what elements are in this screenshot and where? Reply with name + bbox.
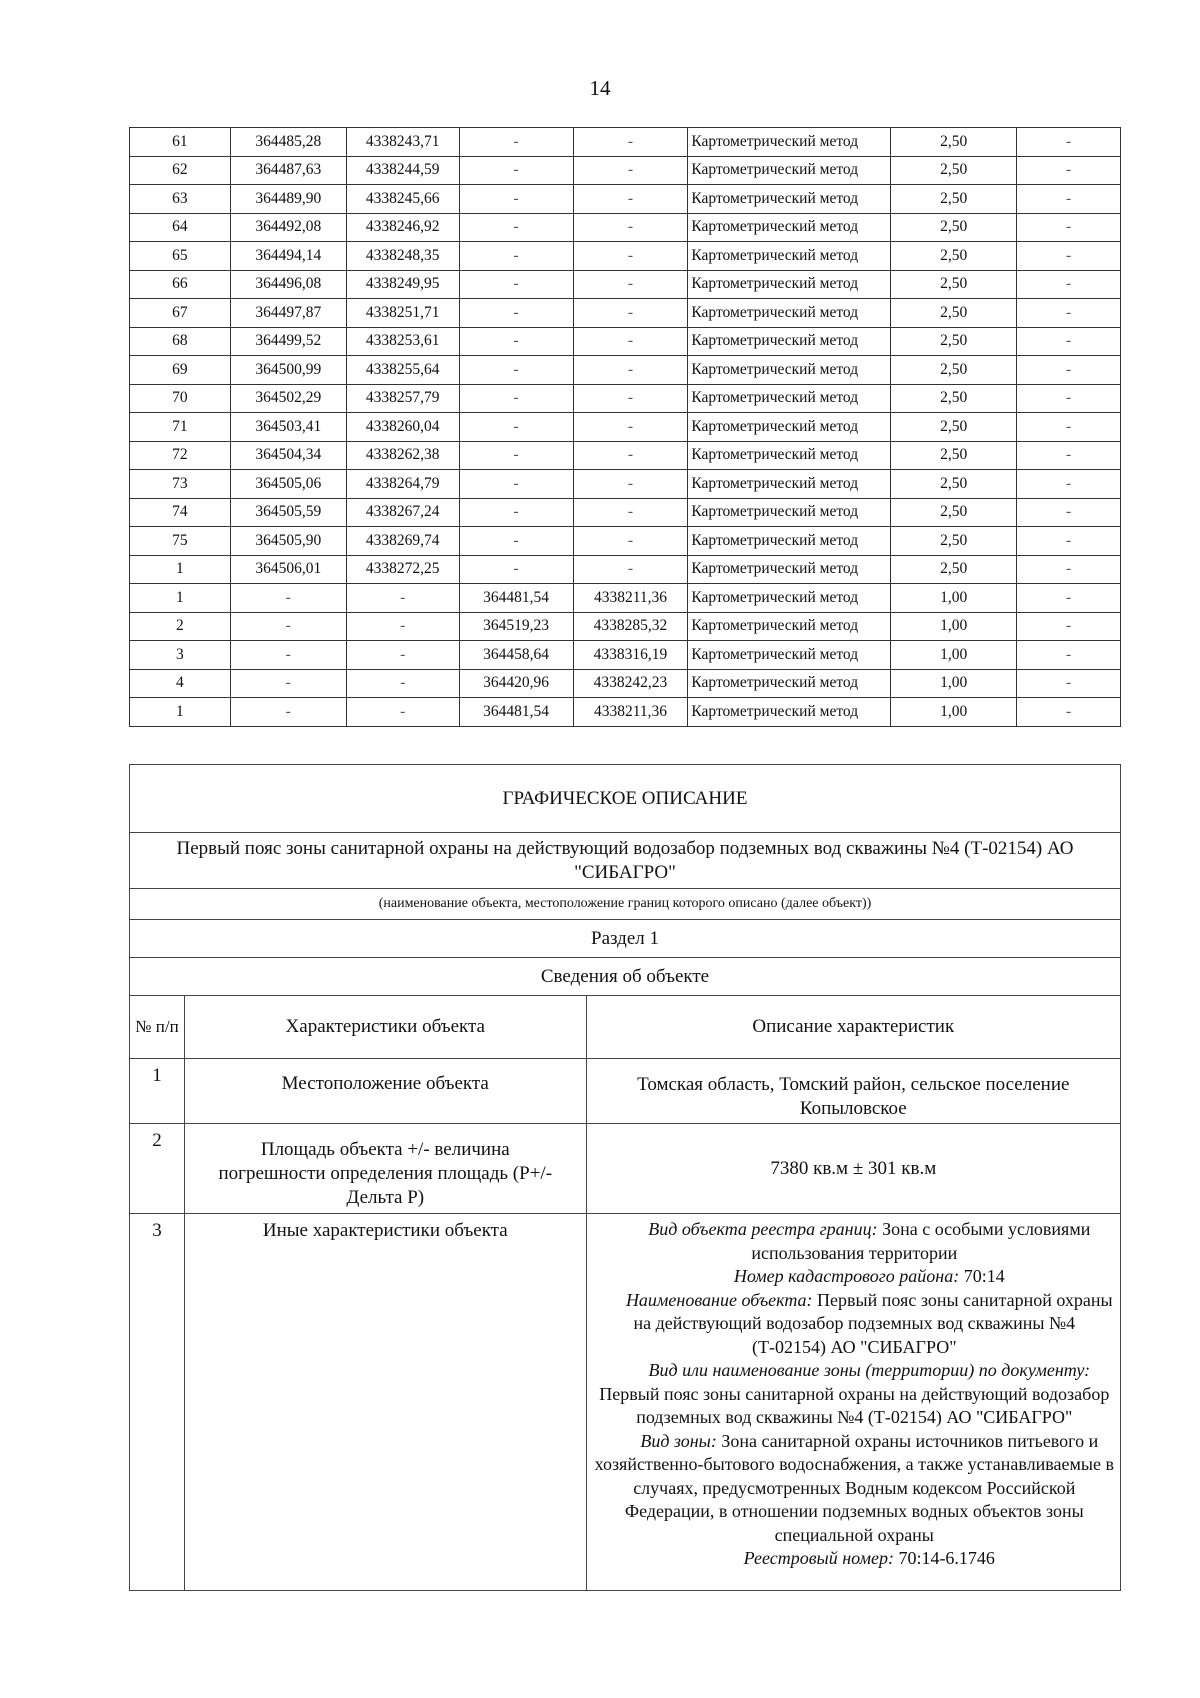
page-number: 14 bbox=[589, 76, 611, 100]
cell-accuracy: 2,50 bbox=[891, 555, 1017, 584]
cell-y-new: - bbox=[573, 128, 688, 157]
doc-title: ГРАФИЧЕСКОЕ ОПИСАНИЕ bbox=[130, 765, 1121, 833]
cell-point-number: 1 bbox=[130, 584, 231, 613]
table-row bbox=[130, 356, 1121, 385]
cell-y-new: 4338285,32 bbox=[573, 612, 688, 641]
cell-description: - bbox=[1017, 128, 1121, 157]
table-row bbox=[130, 413, 1121, 442]
object-name: Первый пояс зоны санитарной охраны на действующий водозабор подземных вод скважины №4 (Т-02154) АО "СИБАГРО" bbox=[130, 833, 1121, 889]
cell-y-new: - bbox=[573, 270, 688, 299]
cell-point-number: 71 bbox=[130, 413, 231, 442]
cell-point-number: 66 bbox=[130, 270, 231, 299]
table-row bbox=[130, 470, 1121, 499]
row-value: 7380 кв.м ± 301 кв.м bbox=[586, 1124, 1120, 1214]
characteristic-item bbox=[595, 1359, 1114, 1430]
characteristic-text: Первый пояс зоны санитарной охраны на действующий водозабор подземных вод скважины №4 (Т-02154) АО "СИБАГРО" bbox=[633, 1289, 1113, 1357]
cell-method: Картометрический метод bbox=[688, 327, 891, 356]
cell-point-number: 75 bbox=[130, 527, 231, 556]
cell-y-old: 4338255,64 bbox=[346, 356, 459, 385]
cell-y-old: 4338246,92 bbox=[346, 213, 459, 242]
cell-accuracy: 2,50 bbox=[891, 527, 1017, 556]
cell-method: Картометрический метод bbox=[688, 299, 891, 328]
table-row bbox=[130, 185, 1121, 214]
cell-x-new: - bbox=[459, 555, 573, 584]
cell-description: - bbox=[1017, 299, 1121, 328]
cell-x-old: 364485,28 bbox=[230, 128, 346, 157]
cell-description: - bbox=[1017, 698, 1121, 727]
cell-method: Картометрический метод bbox=[688, 185, 891, 214]
cell-point-number: 68 bbox=[130, 327, 231, 356]
cell-y-new: - bbox=[573, 413, 688, 442]
cell-y-old: - bbox=[346, 698, 459, 727]
cell-y-new: 4338211,36 bbox=[573, 584, 688, 613]
cell-method: Картометрический метод bbox=[688, 128, 891, 157]
header-characteristic: Характеристики объекта bbox=[184, 996, 586, 1059]
cell-accuracy: 2,50 bbox=[891, 356, 1017, 385]
table-row bbox=[130, 612, 1121, 641]
table-row bbox=[130, 213, 1121, 242]
cell-description: - bbox=[1017, 641, 1121, 670]
cell-point-number: 62 bbox=[130, 156, 231, 185]
object-caption: (наименование объекта, местоположение границ которого описано (далее объект)) bbox=[130, 889, 1121, 920]
coordinates-table bbox=[129, 127, 1121, 727]
cell-y-old: 4338249,95 bbox=[346, 270, 459, 299]
cell-accuracy: 2,50 bbox=[891, 242, 1017, 271]
cell-accuracy: 1,00 bbox=[891, 612, 1017, 641]
cell-x-new: - bbox=[459, 327, 573, 356]
table-row bbox=[130, 641, 1121, 670]
cell-description: - bbox=[1017, 555, 1121, 584]
cell-x-old: 364489,90 bbox=[230, 185, 346, 214]
cell-accuracy: 2,50 bbox=[891, 213, 1017, 242]
table-row bbox=[130, 527, 1121, 556]
cell-y-old: 4338264,79 bbox=[346, 470, 459, 499]
cell-x-new: 364420,96 bbox=[459, 669, 573, 698]
cell-x-old: 364506,01 bbox=[230, 555, 346, 584]
cell-x-old: - bbox=[230, 669, 346, 698]
header-num: № п/п bbox=[130, 996, 185, 1059]
table-row bbox=[130, 555, 1121, 584]
cell-x-new: 364458,64 bbox=[459, 641, 573, 670]
cell-point-number: 63 bbox=[130, 185, 231, 214]
cell-x-old: 364505,90 bbox=[230, 527, 346, 556]
cell-point-number: 64 bbox=[130, 213, 231, 242]
cell-description: - bbox=[1017, 384, 1121, 413]
row-num: 1 bbox=[130, 1059, 185, 1124]
cell-description: - bbox=[1017, 356, 1121, 385]
cell-x-old: 364496,08 bbox=[230, 270, 346, 299]
row-num: 3 bbox=[130, 1214, 185, 1591]
cell-method: Картометрический метод bbox=[688, 498, 891, 527]
table-row bbox=[130, 242, 1121, 271]
cell-x-old: 364497,87 bbox=[230, 299, 346, 328]
cell-y-old: 4338269,74 bbox=[346, 527, 459, 556]
cell-x-old: 364494,14 bbox=[230, 242, 346, 271]
cell-description: - bbox=[1017, 498, 1121, 527]
cell-description: - bbox=[1017, 327, 1121, 356]
cell-x-new: - bbox=[459, 470, 573, 499]
cell-method: Картометрический метод bbox=[688, 527, 891, 556]
cell-y-old: 4338251,71 bbox=[346, 299, 459, 328]
cell-x-old: - bbox=[230, 698, 346, 727]
cell-point-number: 73 bbox=[130, 470, 231, 499]
cell-x-new: - bbox=[459, 185, 573, 214]
cell-accuracy: 2,50 bbox=[891, 270, 1017, 299]
section-label: Раздел 1 bbox=[130, 920, 1121, 958]
cell-point-number: 4 bbox=[130, 669, 231, 698]
characteristic-text: Первый пояс зоны санитарной охраны на действующий водозабор подземных вод скважины №4 (Т-02154) АО "СИБАГРО" bbox=[599, 1383, 1110, 1427]
cell-point-number: 67 bbox=[130, 299, 231, 328]
cell-y-old: 4338243,71 bbox=[346, 128, 459, 157]
cell-accuracy: 2,50 bbox=[891, 327, 1017, 356]
cell-y-new: - bbox=[573, 470, 688, 499]
cell-description: - bbox=[1017, 584, 1121, 613]
cell-x-new: - bbox=[459, 299, 573, 328]
table-row bbox=[130, 669, 1121, 698]
cell-description: - bbox=[1017, 242, 1121, 271]
table-row bbox=[130, 698, 1121, 727]
characteristic-label: Номер кадастрового района: bbox=[733, 1266, 960, 1286]
characteristic-item bbox=[595, 1430, 1114, 1548]
cell-accuracy: 2,50 bbox=[891, 413, 1017, 442]
cell-accuracy: 1,00 bbox=[891, 641, 1017, 670]
section-title: Сведения об объекте bbox=[130, 958, 1121, 996]
cell-method: Картометрический метод bbox=[688, 156, 891, 185]
cell-method: Картометрический метод bbox=[688, 213, 891, 242]
cell-description: - bbox=[1017, 270, 1121, 299]
cell-method: Картометрический метод bbox=[688, 470, 891, 499]
table-row bbox=[130, 584, 1121, 613]
characteristic-item bbox=[595, 1265, 1114, 1289]
cell-y-old: - bbox=[346, 641, 459, 670]
characteristic-text: 70:14-6.1746 bbox=[893, 1548, 995, 1568]
cell-x-new: 364481,54 bbox=[459, 698, 573, 727]
cell-point-number: 61 bbox=[130, 128, 231, 157]
cell-y-old: - bbox=[346, 584, 459, 613]
cell-y-new: - bbox=[573, 555, 688, 584]
cell-y-new: - bbox=[573, 441, 688, 470]
table-row bbox=[130, 327, 1121, 356]
cell-accuracy: 2,50 bbox=[891, 128, 1017, 157]
cell-y-old: 4338248,35 bbox=[346, 242, 459, 271]
cell-method: Картометрический метод bbox=[688, 356, 891, 385]
cell-x-new: - bbox=[459, 413, 573, 442]
cell-point-number: 1 bbox=[130, 698, 231, 727]
cell-description: - bbox=[1017, 213, 1121, 242]
cell-description: - bbox=[1017, 612, 1121, 641]
cell-y-new: - bbox=[573, 498, 688, 527]
cell-description: - bbox=[1017, 527, 1121, 556]
cell-x-old: 364502,29 bbox=[230, 384, 346, 413]
cell-point-number: 70 bbox=[130, 384, 231, 413]
characteristic-item bbox=[595, 1547, 1114, 1571]
cell-x-old: 364492,08 bbox=[230, 213, 346, 242]
table-row bbox=[130, 156, 1121, 185]
cell-point-number: 65 bbox=[130, 242, 231, 271]
cell-accuracy: 1,00 bbox=[891, 698, 1017, 727]
cell-y-new: - bbox=[573, 527, 688, 556]
cell-y-old: 4338260,04 bbox=[346, 413, 459, 442]
cell-y-old: 4338253,61 bbox=[346, 327, 459, 356]
cell-x-new: - bbox=[459, 156, 573, 185]
table-row bbox=[130, 441, 1121, 470]
cell-point-number: 2 bbox=[130, 612, 231, 641]
cell-x-old: 364487,63 bbox=[230, 156, 346, 185]
cell-x-old: - bbox=[230, 641, 346, 670]
cell-accuracy: 1,00 bbox=[891, 584, 1017, 613]
cell-accuracy: 2,50 bbox=[891, 185, 1017, 214]
cell-point-number: 1 bbox=[130, 555, 231, 584]
table-row bbox=[130, 299, 1121, 328]
cell-description: - bbox=[1017, 413, 1121, 442]
cell-method: Картометрический метод bbox=[688, 441, 891, 470]
cell-method: Картометрический метод bbox=[688, 584, 891, 613]
characteristic-label: Реестровый номер: bbox=[743, 1548, 894, 1568]
table-row bbox=[130, 128, 1121, 157]
cell-accuracy: 2,50 bbox=[891, 299, 1017, 328]
cell-x-new: - bbox=[459, 242, 573, 271]
cell-accuracy: 2,50 bbox=[891, 470, 1017, 499]
cell-y-new: - bbox=[573, 356, 688, 385]
cell-x-old: 364504,34 bbox=[230, 441, 346, 470]
cell-x-old: 364500,99 bbox=[230, 356, 346, 385]
row-name: Иные характеристики объекта bbox=[184, 1214, 586, 1591]
cell-y-new: 4338211,36 bbox=[573, 698, 688, 727]
cell-y-old: 4338244,59 bbox=[346, 156, 459, 185]
cell-x-new: - bbox=[459, 270, 573, 299]
cell-description: - bbox=[1017, 669, 1121, 698]
cell-method: Картометрический метод bbox=[688, 242, 891, 271]
cell-method: Картометрический метод bbox=[688, 669, 891, 698]
cell-point-number: 72 bbox=[130, 441, 231, 470]
cell-point-number: 3 bbox=[130, 641, 231, 670]
cell-accuracy: 2,50 bbox=[891, 498, 1017, 527]
cell-method: Картометрический метод bbox=[688, 698, 891, 727]
characteristic-label: Вид объекта реестра границ: bbox=[648, 1219, 878, 1239]
cell-method: Картометрический метод bbox=[688, 612, 891, 641]
cell-method: Картометрический метод bbox=[688, 555, 891, 584]
cell-point-number: 69 bbox=[130, 356, 231, 385]
cell-y-old: 4338257,79 bbox=[346, 384, 459, 413]
cell-y-new: 4338242,23 bbox=[573, 669, 688, 698]
cell-x-old: - bbox=[230, 612, 346, 641]
cell-y-old: - bbox=[346, 669, 459, 698]
cell-x-new: - bbox=[459, 384, 573, 413]
characteristic-text: 70:14 bbox=[959, 1266, 1005, 1286]
cell-x-old: 364505,59 bbox=[230, 498, 346, 527]
cell-x-new: - bbox=[459, 498, 573, 527]
cell-accuracy: 2,50 bbox=[891, 441, 1017, 470]
cell-y-old: 4338245,66 bbox=[346, 185, 459, 214]
cell-y-new: - bbox=[573, 299, 688, 328]
characteristic-text: Зона с особыми условиями использования территории bbox=[751, 1219, 1091, 1263]
cell-x-new: - bbox=[459, 356, 573, 385]
characteristic-item bbox=[595, 1218, 1114, 1265]
characteristic-label: Наименование объекта: bbox=[625, 1289, 813, 1310]
cell-point-number: 74 bbox=[130, 498, 231, 527]
row-value: Томская область, Томский район, сельское поселение Копыловское bbox=[586, 1059, 1120, 1124]
cell-description: - bbox=[1017, 156, 1121, 185]
cell-x-new: - bbox=[459, 213, 573, 242]
other-characteristics bbox=[586, 1214, 1120, 1591]
table-row bbox=[130, 384, 1121, 413]
cell-x-old: 364503,41 bbox=[230, 413, 346, 442]
table-row bbox=[130, 498, 1121, 527]
cell-accuracy: 2,50 bbox=[891, 384, 1017, 413]
cell-x-new: - bbox=[459, 128, 573, 157]
cell-method: Картометрический метод bbox=[688, 384, 891, 413]
cell-description: - bbox=[1017, 441, 1121, 470]
cell-y-old: 4338272,25 bbox=[346, 555, 459, 584]
cell-x-new: - bbox=[459, 527, 573, 556]
cell-x-new: 364519,23 bbox=[459, 612, 573, 641]
cell-method: Картометрический метод bbox=[688, 413, 891, 442]
cell-description: - bbox=[1017, 185, 1121, 214]
cell-y-new: - bbox=[573, 242, 688, 271]
row-num: 2 bbox=[130, 1124, 185, 1214]
cell-accuracy: 1,00 bbox=[891, 669, 1017, 698]
cell-x-old: 364505,06 bbox=[230, 470, 346, 499]
cell-y-new: - bbox=[573, 185, 688, 214]
characteristic-text: Зона санитарной охраны источников питьевого и хозяйственно-бытового водоснабжения, а также устанавливаемые в случаях, предусмотренных Водным кодексом Российской Федерации, в отношении подземных водных объектов зоны специальной охраны bbox=[594, 1430, 1114, 1545]
row-name: Площадь объекта +/- величина погрешности определения площадь (Р+/- Дельта Р) bbox=[184, 1124, 586, 1214]
cell-y-new: - bbox=[573, 213, 688, 242]
cell-description: - bbox=[1017, 470, 1121, 499]
header-description: Описание характеристик bbox=[586, 996, 1120, 1059]
characteristic-label: Вид или наименование зоны (территории) по документу: bbox=[648, 1360, 1091, 1380]
cell-accuracy: 2,50 bbox=[891, 156, 1017, 185]
cell-y-new: - bbox=[573, 384, 688, 413]
characteristic-item bbox=[595, 1289, 1114, 1360]
cell-y-old: - bbox=[346, 612, 459, 641]
cell-y-old: 4338267,24 bbox=[346, 498, 459, 527]
characteristic-label: Вид зоны: bbox=[640, 1430, 717, 1451]
object-info-table bbox=[129, 764, 1121, 1591]
cell-x-old: 364499,52 bbox=[230, 327, 346, 356]
cell-method: Картометрический метод bbox=[688, 641, 891, 670]
cell-y-old: 4338262,38 bbox=[346, 441, 459, 470]
cell-x-new: - bbox=[459, 441, 573, 470]
cell-method: Картометрический метод bbox=[688, 270, 891, 299]
row-name: Местоположение объекта bbox=[184, 1059, 586, 1124]
cell-y-new: - bbox=[573, 156, 688, 185]
cell-x-new: 364481,54 bbox=[459, 584, 573, 613]
cell-y-new: 4338316,19 bbox=[573, 641, 688, 670]
cell-y-new: - bbox=[573, 327, 688, 356]
cell-x-old: - bbox=[230, 584, 346, 613]
table-row bbox=[130, 270, 1121, 299]
